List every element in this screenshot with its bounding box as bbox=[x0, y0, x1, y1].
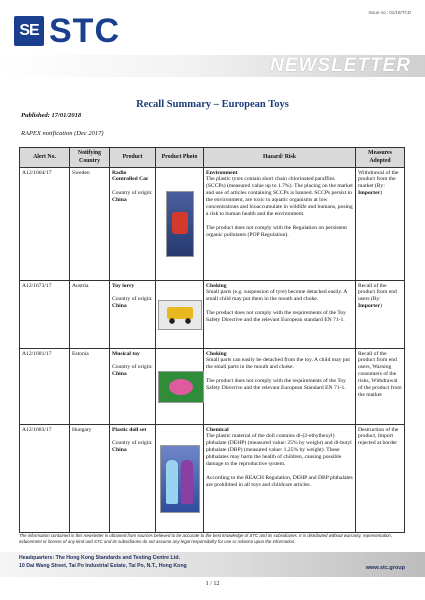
newsletter-title: NEWSLETTER bbox=[270, 55, 411, 76]
page-number: 1 / 12 bbox=[205, 581, 220, 587]
product-cell bbox=[110, 281, 156, 349]
measures-text: Destruction of the product, Import rejected at border bbox=[358, 426, 399, 447]
published-date: Published: 17/01/2018 bbox=[21, 112, 82, 119]
hazard-cell bbox=[204, 425, 356, 533]
hazard-regulation: The product does not comply with the requirements of the Toy Safety Directive and the relevant European Standard EN 71-1. bbox=[206, 378, 346, 392]
hazard-type: Environment bbox=[206, 169, 238, 176]
product-photo-cell bbox=[156, 425, 204, 533]
hazard-type: Choking bbox=[206, 282, 227, 289]
product-cell bbox=[110, 168, 156, 281]
headquarters-address bbox=[19, 555, 187, 570]
alert-no: A12/1673/17 bbox=[20, 281, 70, 349]
table-row bbox=[20, 281, 405, 349]
issue-number: Issue no.: 01/18/TCD bbox=[368, 10, 411, 15]
website-link[interactable]: www.stc.group bbox=[365, 565, 405, 571]
hazard-cell bbox=[204, 281, 356, 349]
measures-cell bbox=[356, 349, 405, 425]
recall-table bbox=[19, 147, 405, 533]
measures-by: Importer bbox=[358, 190, 381, 197]
table-row bbox=[20, 349, 405, 425]
product-photo bbox=[166, 191, 194, 257]
header-product: Product bbox=[110, 148, 156, 168]
notifying-country: Hungary bbox=[70, 425, 110, 533]
product-name: Toy lorry bbox=[112, 282, 135, 289]
header-hazard-risk: Hazard/ Risk bbox=[204, 148, 356, 168]
alert-no: A12/1681/17 bbox=[20, 349, 70, 425]
table-row bbox=[20, 425, 405, 533]
alert-no: A12/1683/17 bbox=[20, 425, 70, 533]
header-alert-no: Alert No. bbox=[20, 148, 70, 168]
product-cell bbox=[110, 425, 156, 533]
origin-country: China bbox=[112, 371, 127, 378]
stc-logo bbox=[14, 12, 120, 50]
hazard-description: Small parts (e.g. suspension of tyre) become detached easily. A small child may put them in the mouth and choke. bbox=[206, 289, 347, 303]
origin-label: Country of origin: bbox=[112, 190, 153, 197]
origin-country: China bbox=[112, 303, 127, 310]
product-photo bbox=[158, 371, 204, 403]
hazard-description: The plastic material of the doll contains di-(2-ethylhexyl) phthalate (DEHP) (measured value: 25% by weight) and di-butyl phthalate (DBP) (measured value: 1.25% by weight). These phthalates may harm the health of children, causing possible damage to the reproductive system. bbox=[206, 433, 352, 468]
product-cell bbox=[110, 349, 156, 425]
hazard-cell bbox=[204, 168, 356, 281]
origin-label: Country of origin: bbox=[112, 440, 153, 447]
hazard-regulation: The product does not comply with the requirements of the Toy Safety Directive and the relevant European standard EN 71-1. bbox=[206, 310, 346, 324]
product-name: Radio Controlled Car bbox=[112, 169, 149, 183]
measures-close: ) bbox=[380, 303, 382, 310]
measures-by: Importer bbox=[358, 303, 381, 310]
product-photo bbox=[158, 300, 202, 330]
hq-street: 10 Dai Wang Street, Tai Po Industrial Estate, Tai Po, N.T., Hong Kong bbox=[19, 562, 187, 569]
hazard-type: Choking bbox=[206, 350, 227, 357]
origin-country: China bbox=[112, 447, 127, 454]
product-photo-cell bbox=[156, 281, 204, 349]
origin-country: China bbox=[112, 197, 127, 204]
header-product-photo: Product Photo bbox=[156, 148, 204, 168]
product-photo bbox=[160, 445, 200, 513]
notifying-country: Austria bbox=[70, 281, 110, 349]
notifying-country: Estonia bbox=[70, 349, 110, 425]
hazard-description: Small parts can easily be detached from the toy. A child may put the small parts in the mouth and choke. bbox=[206, 357, 350, 371]
measures-cell bbox=[356, 168, 405, 281]
measures-text: Recall of the product from end users, Warning consumers of the risks, Withdrawal of the product from the market bbox=[358, 350, 402, 399]
notifying-country: Sweden bbox=[70, 168, 110, 281]
page-title: Recall Summary – European Toys bbox=[136, 99, 289, 110]
hazard-type: Chemical bbox=[206, 426, 229, 433]
header-notifying-country: Notifying Country bbox=[70, 148, 110, 168]
disclaimer: The information contained in this newsletter is obtained from sources believed to be accurate to the best knowledge of STC and its subsidiaries. It is distributed without warranty, representation, inducement or license of any kind and STC and its subsidiaries do not assume any legal responsibility for use or reliance upon the information. bbox=[19, 533, 393, 544]
hazard-description: The plastic tyres contain short chain chlorinated paraffins (SCCPs) (measured value up to 1.7%). The placing on the market and use of articles containing SCCPs is banned. SCCPs persist in the environment, are toxic to aquatic organisms at low concentrations and bioaccumulate in wildlife and humans, posing a risk to human health and the environment. bbox=[206, 176, 353, 218]
product-name: Plastic doll set bbox=[112, 426, 147, 433]
stc-logo-mark: SE bbox=[14, 16, 44, 46]
hazard-regulation: The product does not comply with the Regulation on persistent organic pollutants (POP Regulation). bbox=[206, 225, 347, 239]
hazard-regulation: According to the REACH Regulation, DEHP and DBP phthalates are prohibited in all toys and childcare articles. bbox=[206, 475, 353, 489]
origin-label: Country of origin: bbox=[112, 296, 153, 303]
measures-close: ) bbox=[380, 190, 382, 197]
measures-cell bbox=[356, 281, 405, 349]
measures-text: Withdrawal of the product from the market (By: bbox=[358, 169, 399, 190]
header-measures-adopted: Measures Adopted bbox=[356, 148, 405, 168]
measures-cell bbox=[356, 425, 405, 533]
stc-logo-text: STC bbox=[49, 12, 120, 50]
table-row bbox=[20, 168, 405, 281]
product-photo-cell bbox=[156, 168, 204, 281]
rapex-notification: RAPEX notification (Dec 2017) bbox=[21, 130, 104, 137]
table-header-row bbox=[20, 148, 405, 168]
origin-label: Country of origin: bbox=[112, 364, 153, 371]
hq-name: Headquarters: The Hong Kong Standards and Testing Centre Ltd. bbox=[19, 555, 181, 561]
hazard-cell bbox=[204, 349, 356, 425]
product-photo-cell bbox=[156, 349, 204, 425]
measures-text: Recall of the product from end users (By: bbox=[358, 282, 397, 303]
alert-no: A12/1664/17 bbox=[20, 168, 70, 281]
product-name: Musical toy bbox=[112, 350, 140, 357]
